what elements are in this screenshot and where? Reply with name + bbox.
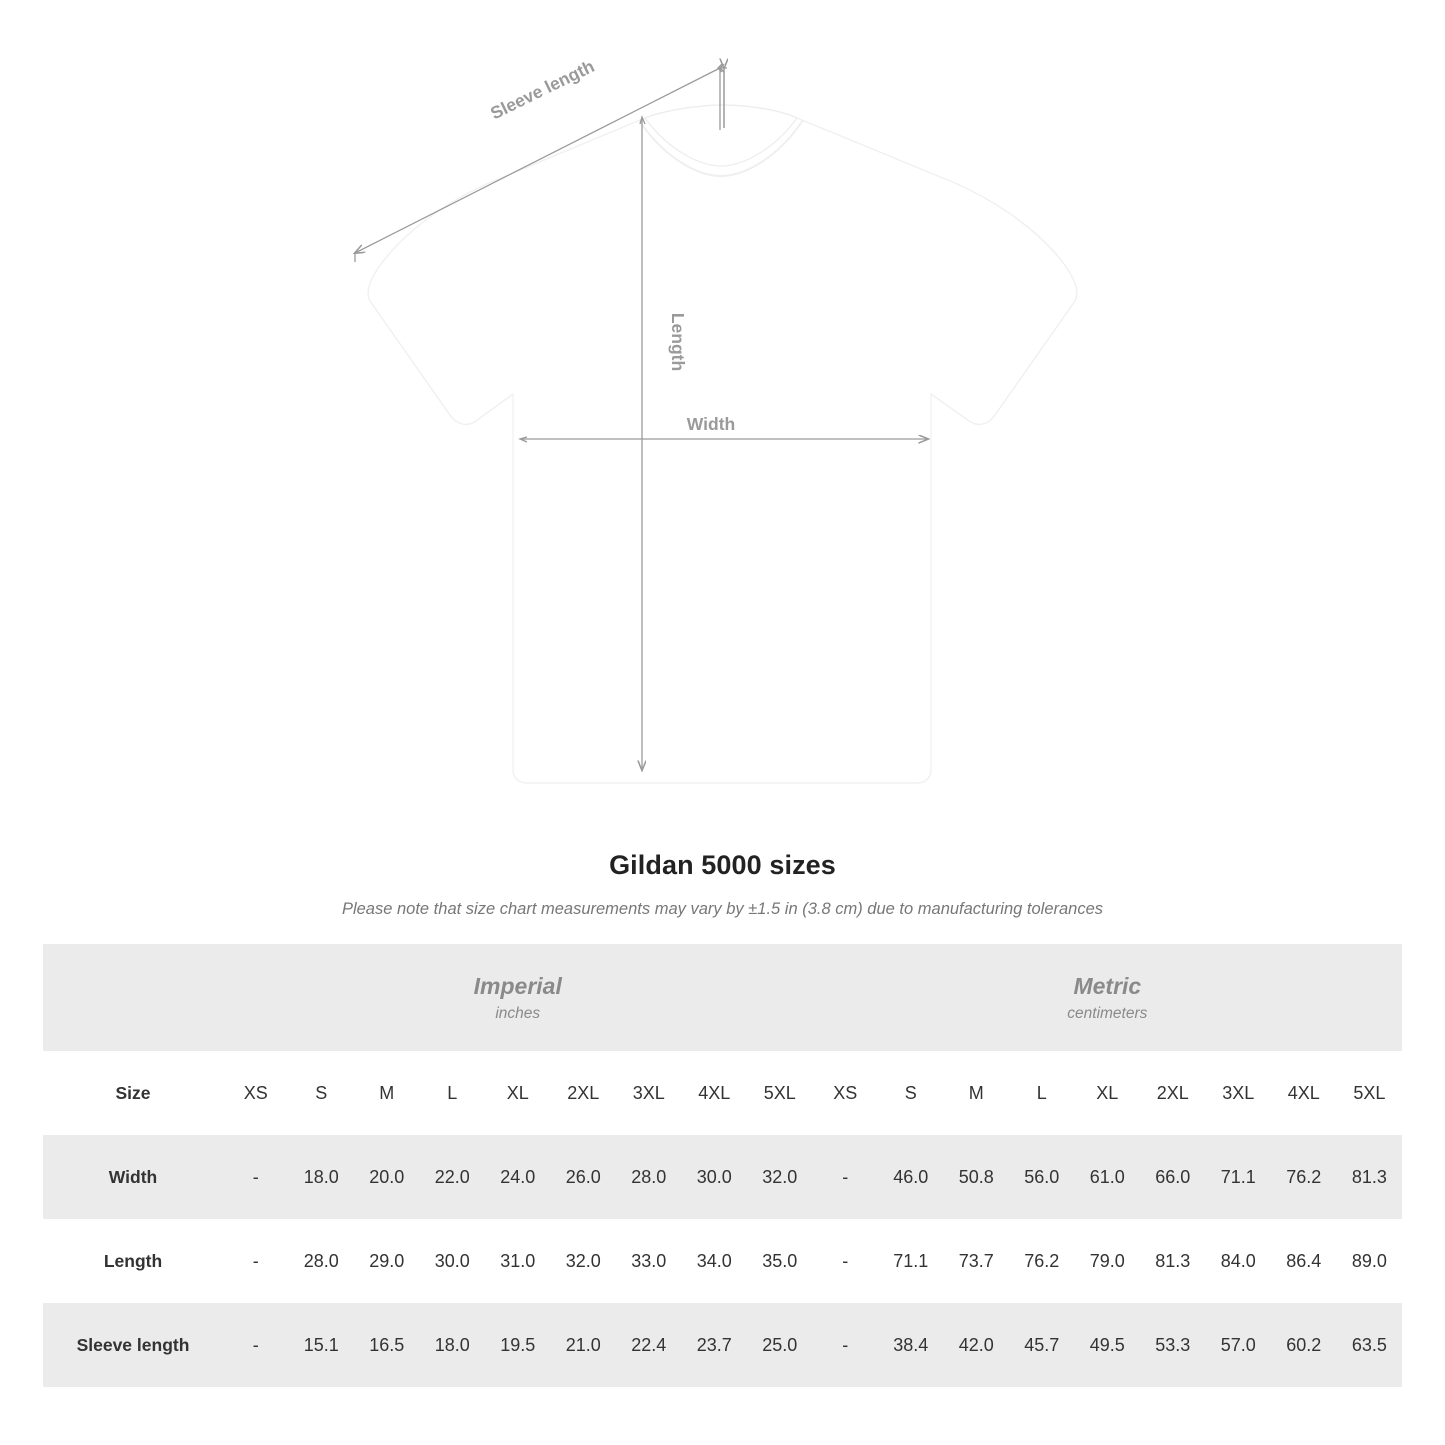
size-header-cell: 2XL	[1140, 1051, 1206, 1135]
cell: 32.0	[747, 1135, 813, 1219]
cell: 18.0	[289, 1135, 355, 1219]
cell: 34.0	[682, 1219, 748, 1303]
cell: 76.2	[1271, 1135, 1337, 1219]
cell: 66.0	[1140, 1135, 1206, 1219]
cell: 28.0	[289, 1219, 355, 1303]
cell: 84.0	[1206, 1219, 1272, 1303]
cell: 21.0	[551, 1303, 617, 1387]
cell: 31.0	[485, 1219, 551, 1303]
cell: 32.0	[551, 1219, 617, 1303]
table-row	[43, 1135, 1402, 1219]
cell: 28.0	[616, 1135, 682, 1219]
cell: -	[813, 1303, 879, 1387]
row-label-length: Length	[43, 1219, 223, 1303]
cell: 46.0	[878, 1135, 944, 1219]
cell: 24.0	[485, 1135, 551, 1219]
cell: 26.0	[551, 1135, 617, 1219]
cell: 18.0	[420, 1303, 486, 1387]
page-title: Gildan 5000 sizes	[609, 850, 836, 880]
cell: 76.2	[1009, 1219, 1075, 1303]
cell: -	[813, 1219, 879, 1303]
size-header-label: Size	[43, 1051, 223, 1135]
cell: 73.7	[944, 1219, 1010, 1303]
cell: 42.0	[944, 1303, 1010, 1387]
cell: -	[223, 1303, 289, 1387]
unit-band-row	[43, 944, 1402, 1051]
size-header-cell: 5XL	[1337, 1051, 1403, 1135]
tshirt-shape	[368, 105, 1077, 783]
table-row	[43, 1303, 1402, 1387]
cell: -	[813, 1135, 879, 1219]
cell: 29.0	[354, 1219, 420, 1303]
cell: 71.1	[878, 1219, 944, 1303]
unit-group-metric-title: Metric	[1073, 972, 1142, 999]
cell: 35.0	[747, 1219, 813, 1303]
cell: 30.0	[420, 1219, 486, 1303]
cell: 60.2	[1271, 1303, 1337, 1387]
size-header-cell: 3XL	[616, 1051, 682, 1135]
cell: 38.4	[878, 1303, 944, 1387]
cell: -	[223, 1135, 289, 1219]
cell: -	[223, 1219, 289, 1303]
cell: 56.0	[1009, 1135, 1075, 1219]
cell: 57.0	[1206, 1303, 1272, 1387]
cell: 33.0	[616, 1219, 682, 1303]
unit-group-metric-sub: centimeters	[1067, 1005, 1148, 1023]
size-header-cell: L	[420, 1051, 486, 1135]
cell: 89.0	[1337, 1219, 1403, 1303]
cell: 45.7	[1009, 1303, 1075, 1387]
cell: 81.3	[1337, 1135, 1403, 1219]
unit-group-imperial-title: Imperial	[473, 972, 562, 999]
size-header-cell: M	[944, 1051, 1010, 1135]
unit-group-imperial-sub: inches	[495, 1005, 541, 1023]
row-label-sleeve-length: Sleeve length	[43, 1303, 223, 1387]
cell: 86.4	[1271, 1219, 1337, 1303]
cell: 81.3	[1140, 1219, 1206, 1303]
cell: 15.1	[289, 1303, 355, 1387]
size-header-cell: L	[1009, 1051, 1075, 1135]
size-header-row	[43, 1051, 1402, 1135]
size-header-cell: 4XL	[1271, 1051, 1337, 1135]
cell: 49.5	[1075, 1303, 1141, 1387]
cell: 63.5	[1337, 1303, 1403, 1387]
title-block	[0, 850, 1445, 919]
cell: 23.7	[682, 1303, 748, 1387]
size-header-cell: 3XL	[1206, 1051, 1272, 1135]
unit-group-imperial	[223, 944, 813, 1051]
size-header-cell: 4XL	[682, 1051, 748, 1135]
cell: 19.5	[485, 1303, 551, 1387]
cell: 61.0	[1075, 1135, 1141, 1219]
cell: 53.3	[1140, 1303, 1206, 1387]
cell: 22.4	[616, 1303, 682, 1387]
width-label: Width	[686, 414, 736, 434]
size-header-cell: XL	[485, 1051, 551, 1135]
cell: 79.0	[1075, 1219, 1141, 1303]
size-header-cell: XS	[223, 1051, 289, 1135]
cell: 20.0	[354, 1135, 420, 1219]
cell: 16.5	[354, 1303, 420, 1387]
cell: 71.1	[1206, 1135, 1272, 1219]
size-table-wrap	[43, 944, 1402, 1387]
cell: 22.0	[420, 1135, 486, 1219]
table-row	[43, 1219, 1402, 1303]
size-header-cell: 5XL	[747, 1051, 813, 1135]
size-header-cell: M	[354, 1051, 420, 1135]
unit-band-spacer	[43, 944, 223, 1051]
size-header-cell: 2XL	[551, 1051, 617, 1135]
cell: 50.8	[944, 1135, 1010, 1219]
size-header-cell: XL	[1075, 1051, 1141, 1135]
length-label: Length	[668, 312, 688, 372]
sleeve-length-label: Sleeve length	[487, 55, 598, 124]
cell: 25.0	[747, 1303, 813, 1387]
tolerance-note: Please note that size chart measurements may vary by ±1.5 in (3.8 cm) due to manufacturing tolerances	[341, 900, 1104, 918]
size-header-cell: S	[878, 1051, 944, 1135]
size-header-cell: XS	[813, 1051, 879, 1135]
size-table	[43, 944, 1402, 1387]
cell: 30.0	[682, 1135, 748, 1219]
row-label-width: Width	[43, 1135, 223, 1219]
size-header-cell: S	[289, 1051, 355, 1135]
unit-group-metric	[813, 944, 1403, 1051]
